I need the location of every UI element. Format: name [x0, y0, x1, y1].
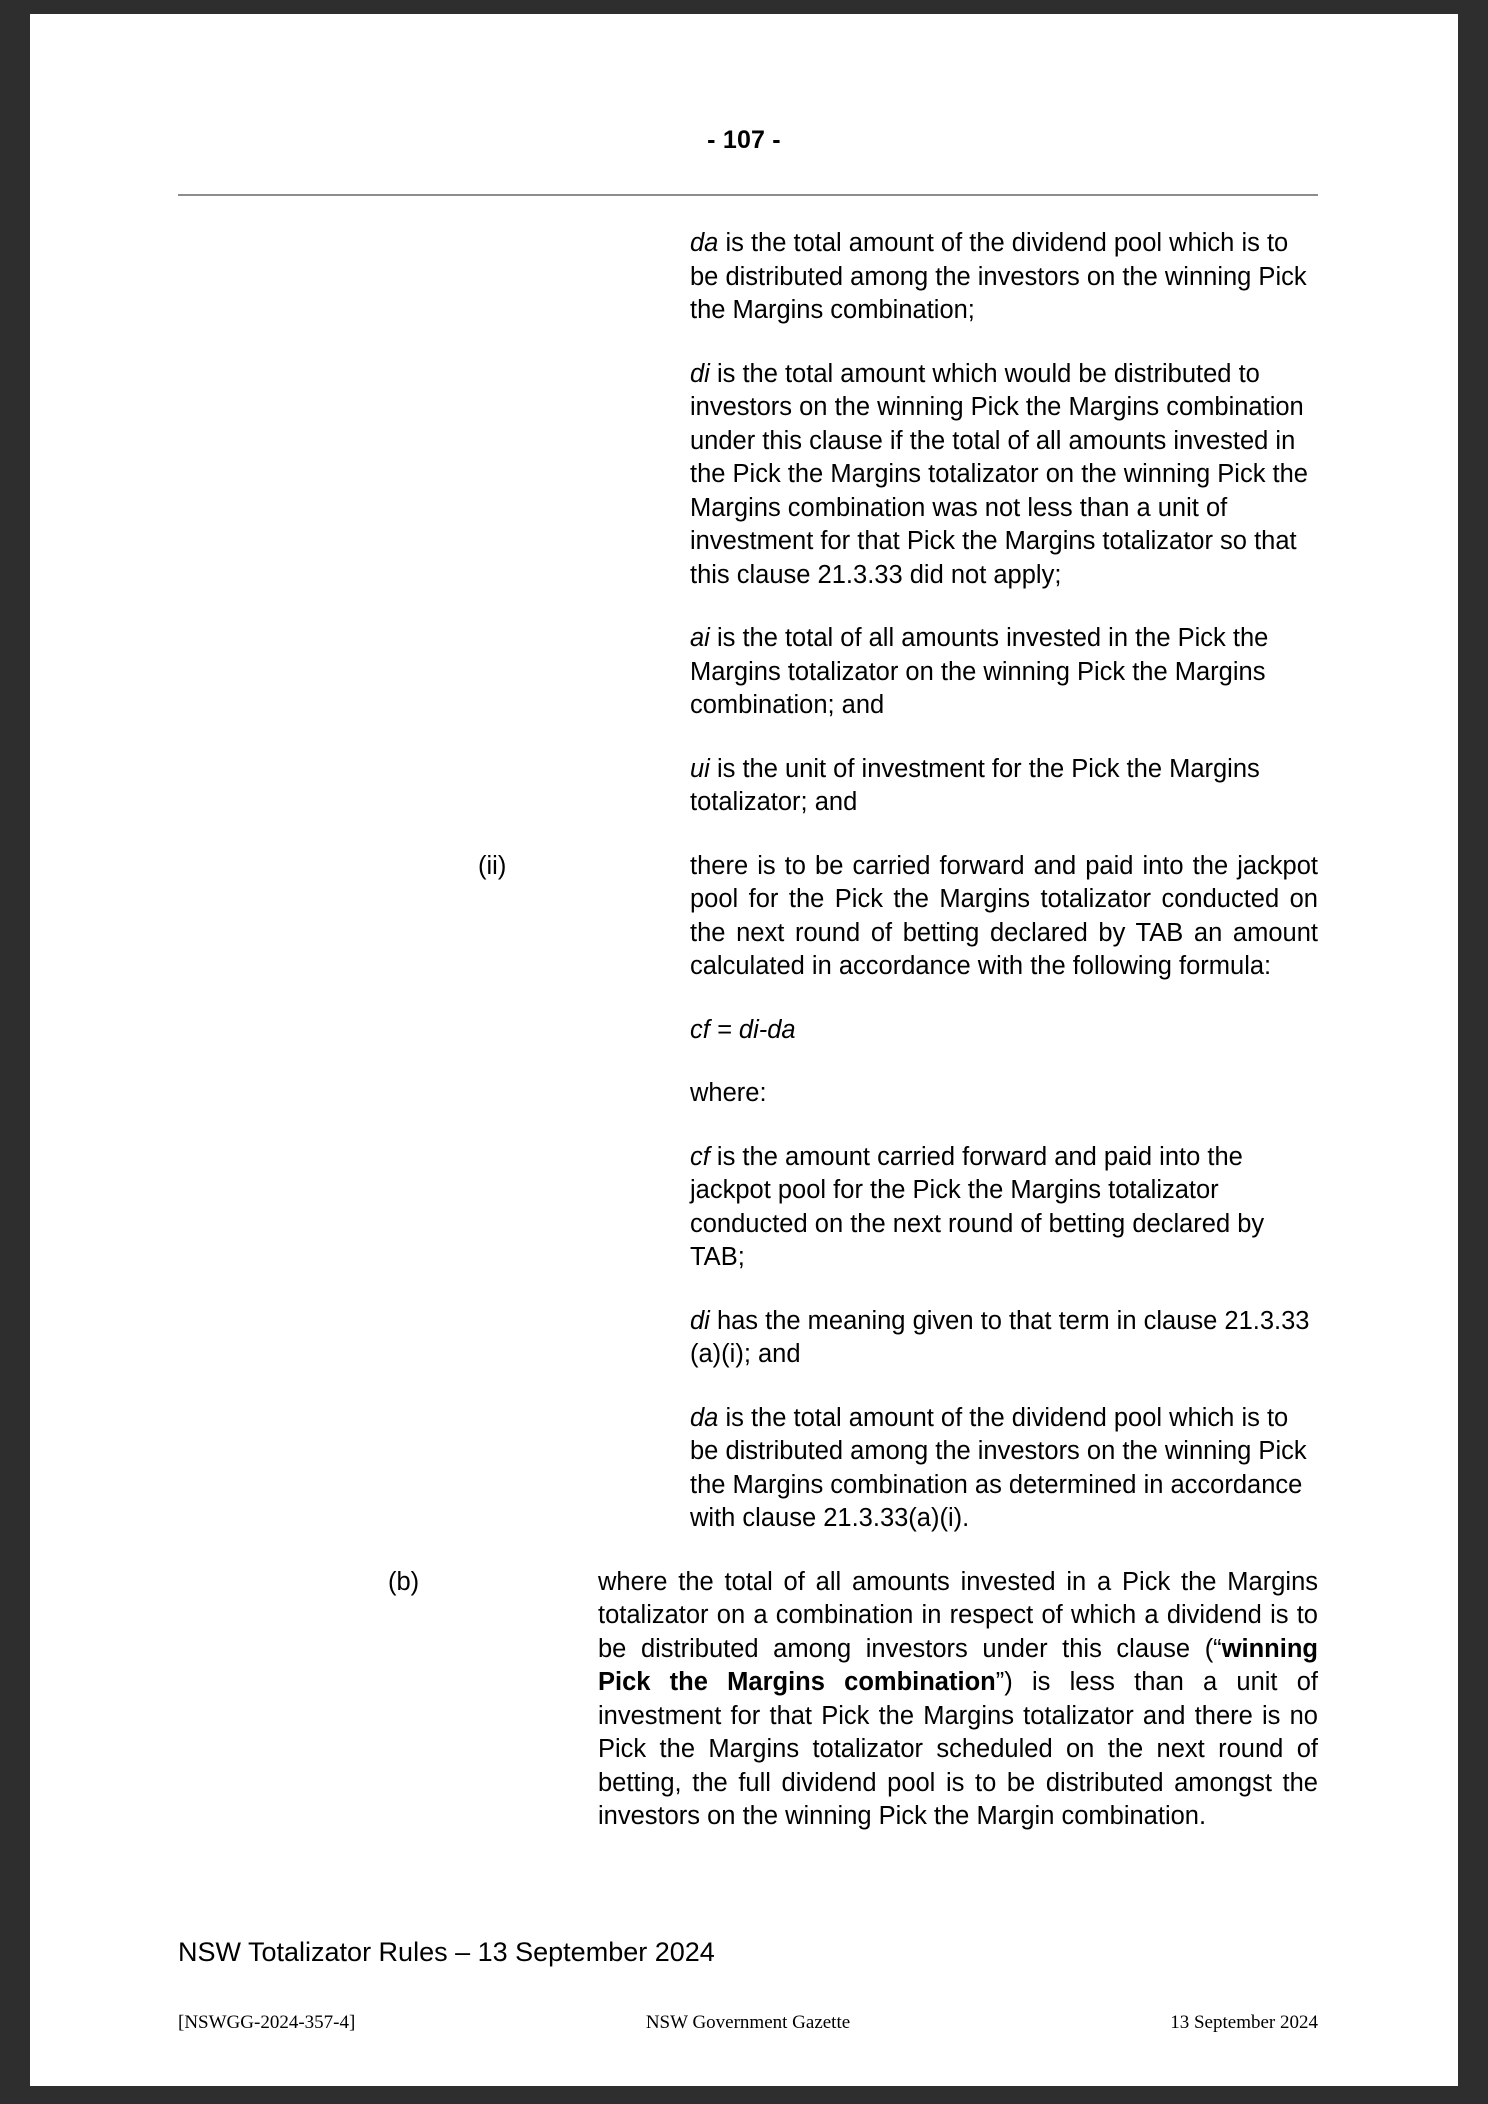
definition-ai-text: is the total of all amounts invested in the Pick the Margins totalizator on the winning Pick the Margins combination; and — [690, 624, 1269, 719]
definition-ui — [178, 753, 1318, 820]
gazette-reference: [NSWGG-2024-357-4] — [178, 2012, 356, 2033]
page-header — [30, 126, 1458, 155]
clause-b-text-before: where the total of all amounts invested in a Pick the Margins totalizator on a combination in respect of which a dividend is to be distributed among investors under this clause (“ — [598, 1567, 1318, 1663]
clause-marker-b: (b) — [388, 1567, 420, 1596]
definition-da-second-text: is the total amount of the dividend pool which is to be distributed among the investors on the winning Pick the Margins combination as determined in accordance with clause 21.3.33(a)(i). — [690, 1403, 1307, 1532]
definition-cf-text: is the amount carried forward and paid into the jackpot pool for the Pick the Margins totalizator conducted on the next round of betting declared by TAB; — [690, 1142, 1265, 1271]
clause-b-text-after: ”) is less than a unit of investment for that Pick the Margins totalizator and there is no Pick the Margins totalizator scheduled on the next round of betting, the full dividend pool is to be distributed amongst the investors on the winning Pick the Margin combination. — [598, 1668, 1319, 1830]
page-number: - 107 - — [707, 126, 781, 154]
clause-text-b — [178, 1566, 1318, 1834]
definition-di — [178, 358, 1318, 593]
clause-item-ii — [178, 850, 1318, 984]
term-di: di — [690, 359, 710, 388]
document-page — [30, 14, 1458, 2086]
gazette-name: NSW Government Gazette — [645, 2012, 851, 2033]
definition-ui-text: is the unit of investment for the Pick the Margins totalizator; and — [690, 754, 1260, 816]
term-ai: ai — [690, 624, 710, 652]
clause-item-b — [178, 1566, 1318, 1834]
definition-ai — [178, 622, 1318, 723]
definition-di-second-text: has the meaning given to that term in clause 21.3.33 (a)(i); and — [690, 1306, 1310, 1368]
defined-term-winning-combination: winning Pick the Margins combination — [598, 1634, 1318, 1696]
gazette-footer — [178, 2012, 1318, 2034]
header-divider — [178, 194, 1318, 196]
document-footer-title: NSW Totalizator Rules – 13 September 2024 — [178, 1937, 715, 1967]
gazette-date: 13 September 2024 — [1170, 2012, 1318, 2033]
definition-di-second — [178, 1305, 1318, 1372]
term-cf: cf — [690, 1142, 710, 1171]
term-da-second: da — [690, 1403, 719, 1432]
definition-di-text: is the total amount which would be distributed to investors on the winning Pick the Margins combination under this clause if the total of all amounts invested in the Pick the Margins totalizator on the winning Pick the Margins combination was not less than a unit of investment for that Pick the Margins totalizator so that this clause 21.3.33 did not apply; — [690, 359, 1308, 589]
definition-da-second — [178, 1402, 1318, 1536]
clause-text-ii: there is to be carried forward and paid into the jackpot pool for the Pick the Margins totalizator conducted on the next round of betting declared by TAB an amount calculated in accordance with the following formula: — [690, 851, 1318, 980]
term-ui: ui — [690, 754, 710, 783]
term-di-second: di — [690, 1306, 710, 1335]
definition-da-text: is the total amount of the dividend pool which is to be distributed among the investors on the winning Pick the Margins combination; — [690, 229, 1307, 324]
term-da: da — [690, 229, 719, 257]
where-label: where: — [690, 1079, 767, 1107]
definition-cf — [178, 1141, 1318, 1275]
formula-cf: cf = di-da — [690, 1015, 796, 1044]
document-body — [30, 227, 1458, 1864]
clause-marker-ii: (ii) — [478, 851, 507, 880]
definition-da — [178, 227, 1318, 328]
